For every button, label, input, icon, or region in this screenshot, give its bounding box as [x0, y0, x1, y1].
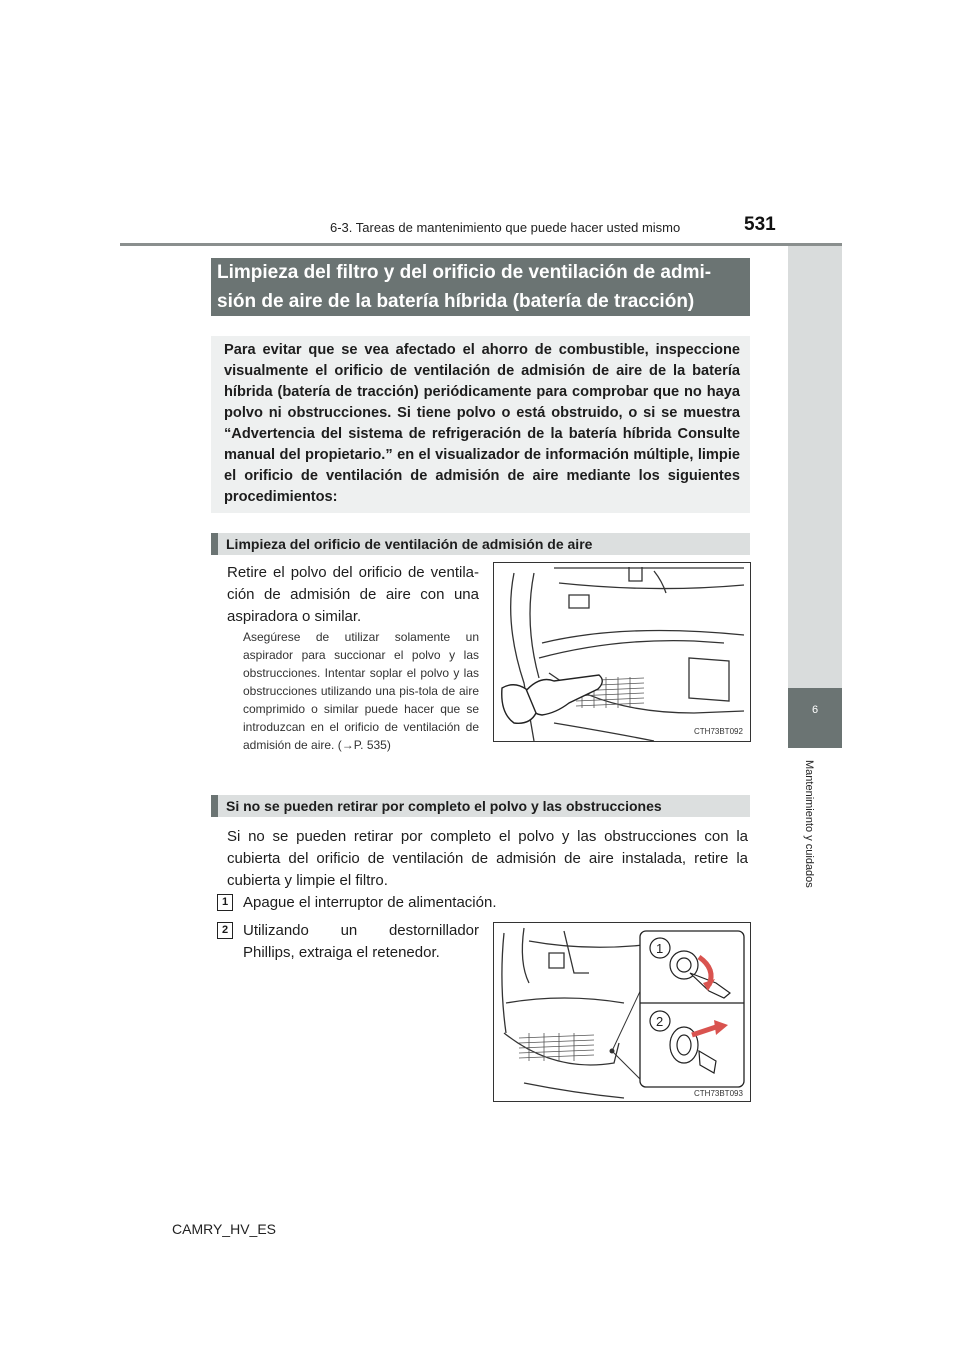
- step-1-text: Apague el interruptor de alimentación.: [243, 894, 497, 911]
- section1-note: Asegúrese de utilizar solamente un aspirador para succionar el polvo y las obstrucciones. Intentar soplar el polvo y las obstrucciones utilizando una pis-tola de aire comprimido o similar puede hacer que se introduzcan en el orificio de ventilación de admisión de aire. (→P. 535): [243, 630, 479, 752]
- step-2-text: Utilizando un destornillador Phillips, extraiga el retenedor.: [243, 922, 479, 961]
- intro-text: Para evitar que se vea afectado el ahorro de combustible, inspeccione visualmente el orificio de ventilación de admisión de aire de la batería híbrida (batería de tracción) periódicamente para comprobar que no haya polvo ni obstrucciones. Si tiene polvo o está obstruido, o si se muestra “Advertencia del sistema de refrigeración de la batería híbrida Consulte manual del propietario.” en el visualizador de información múltiple, limpie el orificio de ventilación de admisión de aire mediante los siguientes procedimientos:: [224, 342, 740, 505]
- step-1-badge: 1: [217, 894, 233, 911]
- page-title: Limpieza del filtro y del orificio de ventilación de admi- sión de aire de la batería híbrida (batería de tracción): [211, 258, 750, 316]
- chapter-number: 6: [811, 704, 819, 716]
- figure2-code: CTH73BT093: [694, 1089, 743, 1098]
- callout-1: 1: [656, 941, 664, 956]
- section2-text: Si no se pueden retirar por completo el polvo y las obstrucciones con la cubierta del orificio de ventilación de admisión de aire instalada, retire la cubierta y limpie el filtro.: [227, 828, 748, 889]
- section1-text: Retire el polvo del orificio de ventila-ción de admisión de aire con una aspiradora o similar.: [227, 564, 479, 625]
- section1-heading: Limpieza del orificio de ventilación de admisión de aire: [211, 533, 750, 555]
- retainer-illustration: [494, 923, 750, 1101]
- figure-vacuum-cleaning: [493, 562, 751, 742]
- chapter-tab-background: [788, 246, 842, 688]
- running-header-section: 6-3. Tareas de mantenimiento que puede hacer usted mismo: [330, 220, 681, 235]
- vacuum-illustration: [494, 563, 750, 741]
- callout-2: 2: [656, 1014, 664, 1029]
- page-number: 531: [744, 214, 776, 235]
- chapter-title-vertical: [803, 760, 827, 960]
- figure1-code: CTH73BT092: [694, 727, 743, 736]
- step-2-badge: 2: [217, 922, 233, 939]
- footer-model-code: CAMRY_HV_ES: [172, 1221, 277, 1237]
- header-rule: [120, 243, 842, 246]
- figure-remove-retainer: [493, 922, 751, 1102]
- chapter-title: Mantenimiento y cuidados: [803, 760, 815, 888]
- intro-box: [211, 336, 750, 513]
- section2-heading: Si no se pueden retirar por completo el polvo y las obstrucciones: [211, 795, 750, 817]
- chapter-tab: [788, 688, 842, 748]
